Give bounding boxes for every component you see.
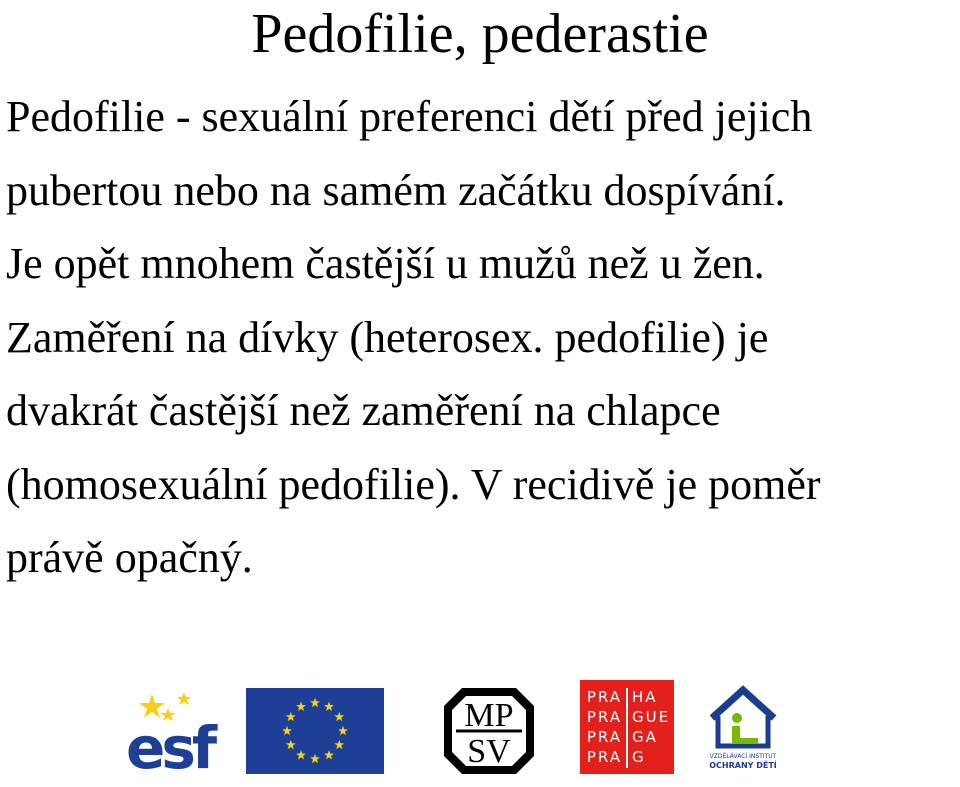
slide-title: Pedofilie, pederastie xyxy=(251,3,709,65)
mpsv-logo-text: MP xyxy=(464,697,514,734)
house-logo-text: OCHRANY DĚTÍ xyxy=(709,761,777,770)
body-line: pubertou nebo na samém začátku dospívání. xyxy=(6,165,786,215)
esf-logo xyxy=(124,688,236,774)
body-line: Zaměření na dívky (heterosex. pedofilie) je xyxy=(6,312,769,362)
body-line: právě opačný. xyxy=(6,533,253,582)
praha-logo-text: GUE xyxy=(632,708,671,726)
body-line: dvakrát častější než zaměření na chlapce xyxy=(6,386,721,435)
praha-logo-text: PRA xyxy=(586,708,622,726)
praha-logo xyxy=(580,680,674,774)
praha-logo-text: G xyxy=(632,748,646,766)
house-logo-text: VZDĚLÁVACÍ INSTITUT xyxy=(709,753,777,760)
body-line: (homosexuální pedofilie). V recidivě je poměr xyxy=(6,459,821,509)
praha-logo-text: PRA xyxy=(586,688,622,706)
mpsv-logo-text: SV xyxy=(467,733,511,770)
house-logo xyxy=(706,684,780,774)
body-line: Je opět mnohem častější u mužů než u žen. xyxy=(6,239,765,288)
body-line: Pedofilie - sexuální preferenci dětí před jejich xyxy=(6,92,813,141)
praha-logo-text: PRA xyxy=(586,748,622,766)
praha-logo-text: GA xyxy=(632,728,658,746)
praha-logo-text: PRA xyxy=(586,728,622,746)
logo-strip xyxy=(0,680,960,780)
slide-body xyxy=(6,80,958,595)
eu-flag-icon xyxy=(246,688,384,774)
mpsv-logo xyxy=(444,688,534,774)
esf-logo-text: esf xyxy=(126,714,214,774)
praha-logo-text: HA xyxy=(632,688,658,706)
